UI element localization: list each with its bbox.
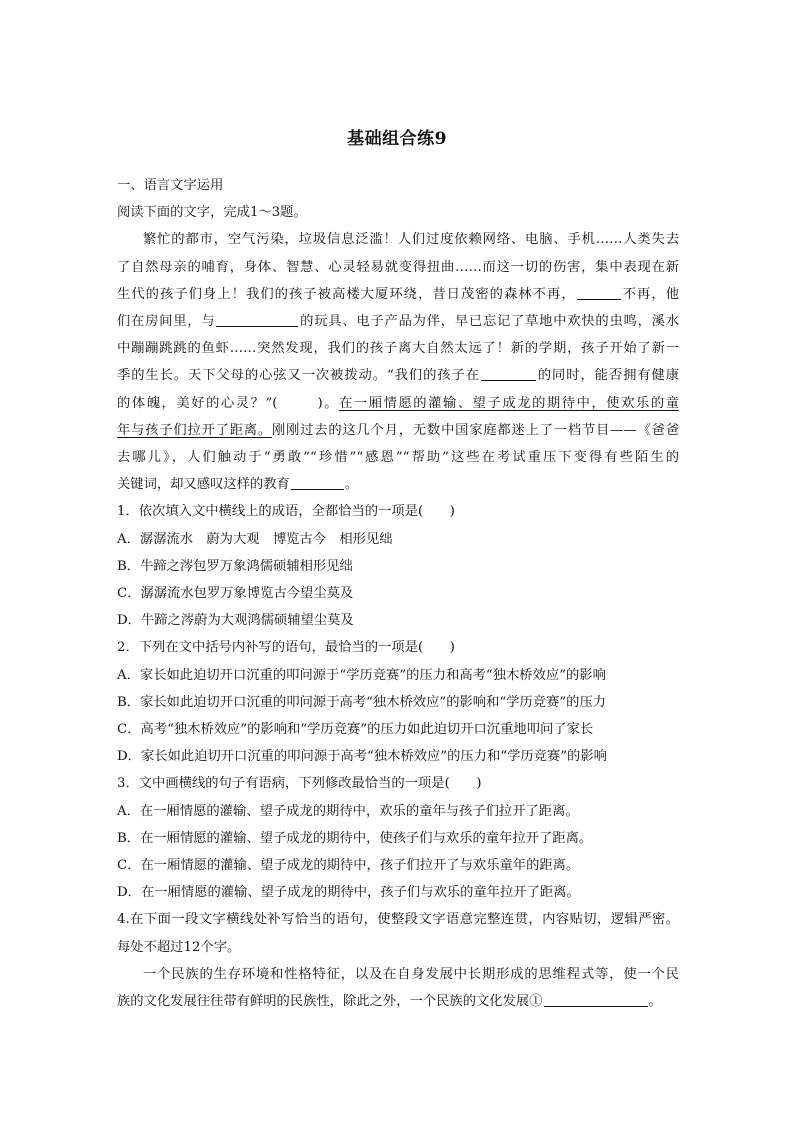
passage-text: 的同时，能否拥有健康 bbox=[536, 368, 679, 384]
passage-text: 关键词，却又感叹这样的教育 bbox=[117, 477, 290, 493]
passage-text: 。 bbox=[344, 477, 359, 493]
option-d: D．家长如此迫切开口沉重的叩问源于高考“独木桥效应”的压力和“学历竞赛”的影响 bbox=[117, 749, 607, 765]
passage-line bbox=[117, 390, 679, 417]
passage-line bbox=[117, 362, 679, 389]
passage-text: 。 bbox=[648, 994, 662, 1010]
reading-instruction: 阅读下面的文字，完成1～3题。 bbox=[117, 205, 307, 221]
passage-line bbox=[117, 281, 679, 308]
option-c: C．在一厢情愿的灌输、望子成龙的期待中，孩子们拉开了与欢乐童年的距离。 bbox=[117, 858, 580, 874]
option-b: B．在一厢情愿的灌输、望子成龙的期待中，使孩子们与欢乐的童年拉开了距离。 bbox=[117, 830, 593, 846]
fill-blank[interactable] bbox=[291, 488, 344, 490]
passage-line bbox=[117, 988, 679, 1015]
passage-text: 的体魄，美好的心灵？”( bbox=[117, 395, 278, 411]
page-title: 基础组合练9 bbox=[347, 129, 447, 149]
question-3 bbox=[117, 770, 679, 906]
fill-blank[interactable] bbox=[577, 298, 621, 300]
question-2 bbox=[117, 634, 679, 770]
option-b: B．家长如此迫切开口沉重的叩问源于高考“独木桥效应”的影响和“学历竞赛”的压力 bbox=[117, 694, 607, 710]
option-a: A．家长如此迫切开口沉重的叩问源于“学历竞赛”的压力和高考“独木桥效应”的影响 bbox=[117, 667, 606, 683]
question-stem: 3．文中画横线的句子有语病，下列修改最恰当的一项是( ) bbox=[117, 776, 482, 792]
passage-line bbox=[117, 417, 679, 444]
fill-blank[interactable] bbox=[481, 379, 536, 381]
underlined-sentence: 年与孩子们拉开了距离。 bbox=[117, 422, 272, 438]
passage-text: )。 bbox=[317, 395, 340, 411]
option-b: B．牛蹄之涔包罗万象鸿儒硕辅相形见绌 bbox=[117, 558, 353, 574]
option-c: C．高考“独木桥效应”的影响和“学历竞赛”的压力如此迫切开口沉重地叩问了家长 bbox=[117, 722, 594, 738]
passage-line: 一个民族的生存环境和性格特征，以及在自身发展中长期形成的思维程式等，使一个民 bbox=[143, 966, 679, 982]
option-a: A．在一厢情愿的灌输、望子成龙的期待中，欢乐的童年与孩子们拉开了距离。 bbox=[117, 803, 579, 819]
underlined-sentence: 在一厢情愿的灌输、望子成龙的期待中，使欢乐的童 bbox=[339, 395, 679, 411]
passage-line: 了自然母亲的哺育，身体、智慧、心灵轻易就变得扭曲……而这一切的伤害，集中表现在新 bbox=[117, 259, 679, 275]
document-body bbox=[117, 172, 679, 1015]
passage-text: 生代的孩子们身上！我们的孩子被高楼大厦环绕，昔日茂密的森林不再， bbox=[117, 286, 576, 302]
passage-text: 族的文化发展往往带有鲜明的民族性，除此之外，一个民族的文化发展① bbox=[117, 994, 543, 1010]
option-d: D．在一厢情愿的灌输、望子成龙的期待中，孩子们与欢乐的童年拉开了距离。 bbox=[117, 885, 580, 901]
option-c: C．潺潺流水包罗万象博览古今望尘莫及 bbox=[117, 586, 354, 602]
passage-text: 的玩具、电子产品为伴，早已忘记了草地中欢快的虫鸣，溪水 bbox=[299, 314, 680, 330]
question-stem: 每处不超过12个字。 bbox=[117, 939, 241, 955]
question-1 bbox=[117, 498, 679, 634]
passage-text: 们在房间里，与 bbox=[117, 314, 216, 330]
passage-text: 季的生长。天下父母的心弦又一次被拨动。“我们的孩子在 bbox=[117, 368, 480, 384]
fill-blank[interactable] bbox=[216, 325, 298, 327]
section-heading: 一、语言文字运用 bbox=[117, 178, 224, 193]
question-stem: 2．下列在文中括号内补写的语句，最恰当的一项是( ) bbox=[117, 640, 455, 656]
question-stem: 1．依次填入文中横线上的成语，全都恰当的一项是( ) bbox=[117, 504, 455, 520]
option-d: D．牛蹄之涔蔚为大观鸿儒硕辅望尘莫及 bbox=[117, 613, 354, 629]
passage-line: 中蹦蹦跳跳的鱼虾……突然发现，我们的孩子离大自然太远了！新的学期，孩子开始了新一 bbox=[117, 341, 679, 357]
passage-line bbox=[117, 471, 679, 498]
fill-blank[interactable] bbox=[544, 1005, 648, 1007]
option-a: A．潺潺流水 蔚为大观 博览古今 相形见绌 bbox=[117, 531, 393, 547]
question-4 bbox=[117, 906, 679, 1015]
passage-line: 去哪儿》，人们触动于“勇敢”“珍惜”“感恩”“帮助”这些在考试重压下变得有些陌生的 bbox=[117, 450, 679, 466]
passage-line: 繁忙的都市，空气污染，垃圾信息泛滥！人们过度依赖网络、电脑、手机……人类失去 bbox=[143, 232, 679, 248]
question-stem: 4.在下面一段文字横线处补写恰当的语句，使整段文字语意完整连贯，内容贴切，逻辑严密。 bbox=[117, 912, 679, 928]
reading-passage bbox=[117, 226, 679, 498]
passage-text: 刚刚过去的这几个月，无数中国家庭都迷上了一档节目——《爸爸 bbox=[272, 422, 680, 438]
passage-text: 不再，他 bbox=[621, 286, 680, 302]
passage-line bbox=[117, 308, 679, 335]
